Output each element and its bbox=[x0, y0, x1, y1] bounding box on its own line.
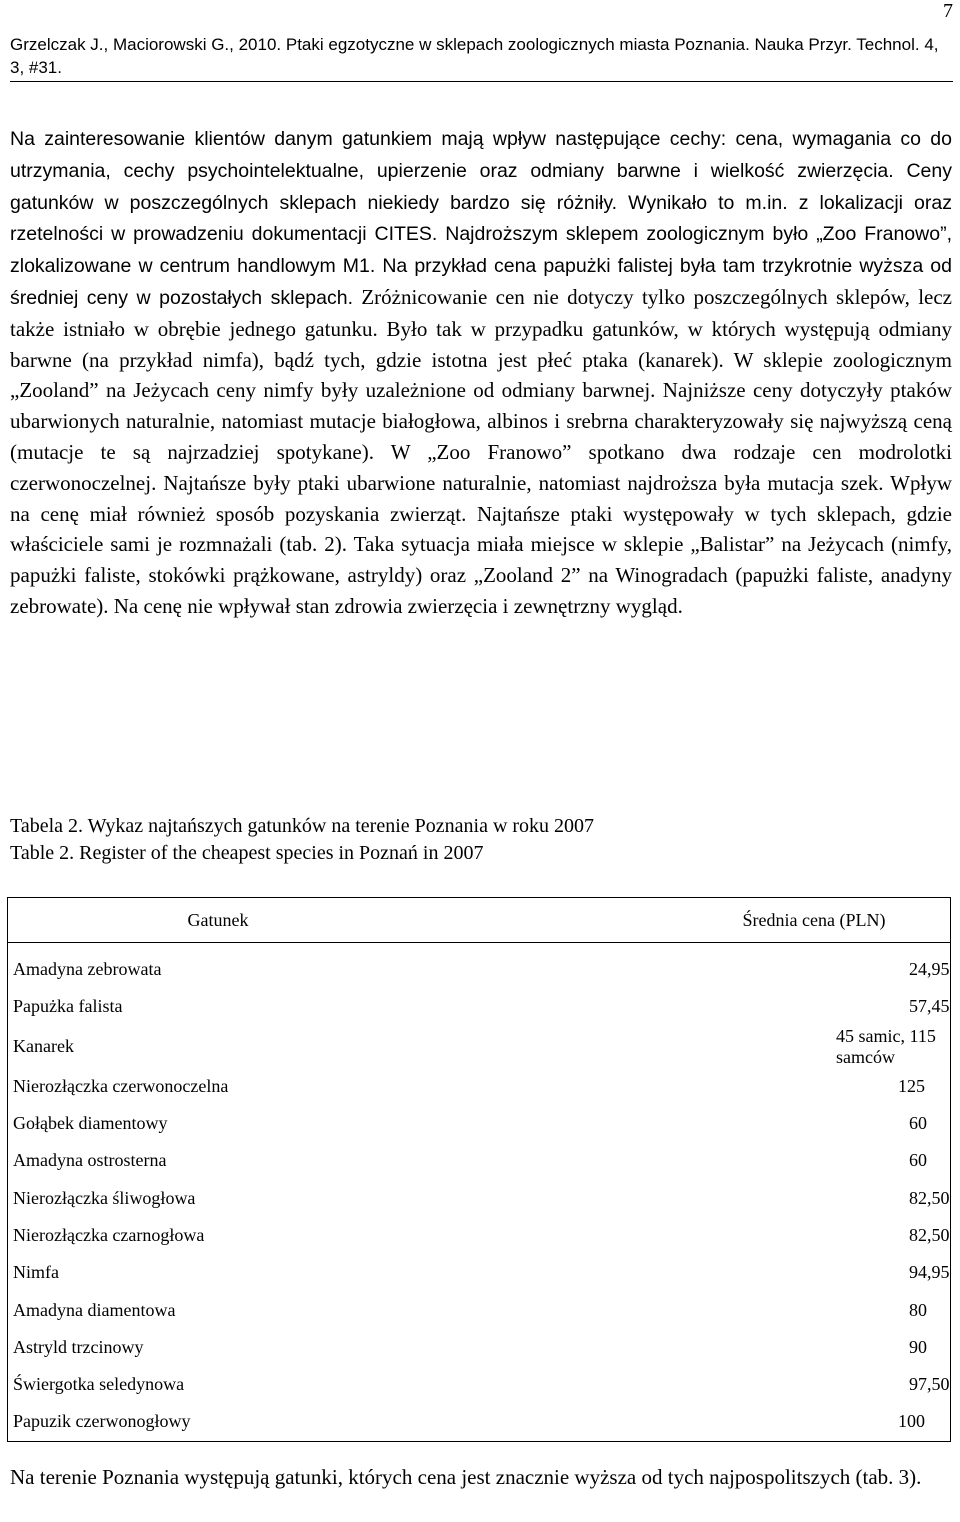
average-price-cell: 100 bbox=[898, 1411, 925, 1432]
table-row bbox=[8, 1403, 951, 1441]
species-name-cell: Papuzik czerwonogłowy bbox=[13, 1411, 191, 1432]
species-name-cell: Świergotka seledynowa bbox=[13, 1374, 185, 1395]
species-name-cell: Amadyna ostrosterna bbox=[13, 1150, 167, 1171]
species-name-cell: Amadyna diamentowa bbox=[13, 1299, 176, 1320]
paragraph-sans-segment: Na zainteresowanie klientów danym gatunkiem mają wpływ następujące cechy: cena, wymagania co do utrzymania, cechy psychointelektualne, upierzenie oraz odmiany barwne i wielkość zwierzęcia. Ceny gatunków w poszczególnych sklepach niekiedy bardzo się różniły. Wynikało to m.in. z lokalizacji oraz rzetelności w prowadzeniu dokumentacji CITES. Najdroższym sklepem zoologicznym było „Zoo Franowo”, zlokalizowane w centrum handlowym M1. Na przykład cena papużki falistej była tam trzykrotnie wyższa od średniej ceny w pozostałych sklepach. bbox=[10, 128, 952, 309]
average-price-cell: 60 bbox=[909, 1113, 927, 1134]
species-name-cell: Gołąbek diamentowy bbox=[13, 1113, 168, 1134]
table-row bbox=[8, 943, 951, 989]
species-name-cell: Nierozłączka czarnogłowa bbox=[13, 1224, 205, 1245]
species-name-cell: Nimfa bbox=[13, 1262, 59, 1283]
table-row bbox=[8, 1254, 951, 1291]
species-price-table bbox=[7, 897, 951, 1442]
table-row bbox=[8, 1291, 951, 1328]
header-divider bbox=[10, 81, 953, 82]
average-price-cell: 97,50 bbox=[909, 1374, 950, 1395]
species-name-cell: Amadyna zebrowata bbox=[13, 959, 162, 980]
table-caption-polish: Tabela 2. Wykaz najtańszych gatunków na terenie Poznania w roku 2007 bbox=[10, 815, 595, 837]
average-price-cell: 57,45 bbox=[909, 996, 950, 1017]
table-row bbox=[8, 1366, 951, 1403]
average-price-cell: 82,50 bbox=[909, 1224, 950, 1245]
table-row bbox=[8, 988, 951, 1025]
closing-paragraph: Na terenie Poznania występują gatunki, których cena jest znacznie wyższa od tych najpospolitszych (tab. 3). bbox=[10, 1465, 922, 1489]
table-row bbox=[8, 1105, 951, 1142]
table-row bbox=[8, 1329, 951, 1366]
average-price-cell: 82,50 bbox=[909, 1187, 950, 1208]
species-name-cell: Kanarek bbox=[13, 1036, 74, 1057]
header-species: Gatunek bbox=[8, 898, 679, 943]
paragraph-serif-segment: Zróżnicowanie cen nie dotyczy tylko poszczególnych sklepów, lecz także istniało w obrębie jednego gatunku. Było tak w przypadku gatunków, w których występują odmiany barwne (na przykład nimfa), bądź tych, gdzie istotna jest płeć ptaka (kanarek). W sklepie zoologicznym „Zooland” na Jeżycach ceny nimfy były uzależnione od odmiany barwnej. Najniższe ceny dotyczyły ptaków ubarwionych naturalnie, natomiast mutacje białogłowa, albinos i srebrna charakteryzowały się najwyższą ceną (mutacje te są najrzadziej spotykane). W „Zoo Franowo” spotkano dwa rodzaje cen modrolotki czerwonoczelnej. Najtańsze były ptaki ubarwione naturalnie, natomiast najdroższa była mutacja szek. Wpływ na cenę miał również sposób pozyskania zwierząt. Najtańsze ptaki występowały w tych sklepach, gdzie właściciele sami je rozmnażali (tab. 2). Taka sytuacja miała miejsce w sklepie „Balistar” na Jeżycach (nimfy, papużki faliste, stokówki prążkowane, astryldy) oraz „Zooland 2” na Winogradach (papużki faliste, anadyny zebrowate). Na cenę nie wpływał stan zdrowia zwierzęcia i zewnętrzny wygląd. bbox=[10, 284, 952, 618]
species-name-cell: Astryld trzcinowy bbox=[13, 1336, 144, 1357]
table-row bbox=[8, 1217, 951, 1254]
average-price-cell: 80 bbox=[909, 1299, 927, 1320]
table-row bbox=[8, 1179, 951, 1216]
table-header-row bbox=[8, 898, 951, 943]
average-price-cell: 24,95 bbox=[909, 959, 950, 980]
table-row bbox=[8, 1142, 951, 1179]
average-price-cell: 125 bbox=[898, 1075, 925, 1096]
table-body bbox=[8, 943, 951, 1442]
average-price-cell: 90 bbox=[909, 1336, 927, 1357]
table-row bbox=[8, 1068, 951, 1105]
average-price-cell: 94,95 bbox=[909, 1262, 950, 1283]
species-name-cell: Nierozłączka czerwonoczelna bbox=[13, 1075, 229, 1096]
table-row bbox=[8, 1026, 951, 1068]
running-header-citation: Grzelczak J., Maciorowski G., 2010. Ptaki egzotyczne w sklepach zoologicznych miasta Poznania. Nauka Przyr. Technol. 4, 3, #31. bbox=[10, 35, 939, 77]
average-price-cell: 60 bbox=[909, 1150, 927, 1171]
species-name-cell: Nierozłączka śliwogłowa bbox=[13, 1187, 196, 1208]
header-average-price: Średnia cena (PLN) bbox=[678, 898, 951, 943]
page-number: 7 bbox=[943, 0, 953, 22]
species-name-cell: Papużka falista bbox=[13, 996, 123, 1017]
table-caption-english: Table 2. Register of the cheapest species in Poznań in 2007 bbox=[10, 842, 484, 864]
body-paragraph bbox=[10, 123, 952, 622]
average-price-cell: 45 samic, 115 samców bbox=[836, 1025, 936, 1067]
